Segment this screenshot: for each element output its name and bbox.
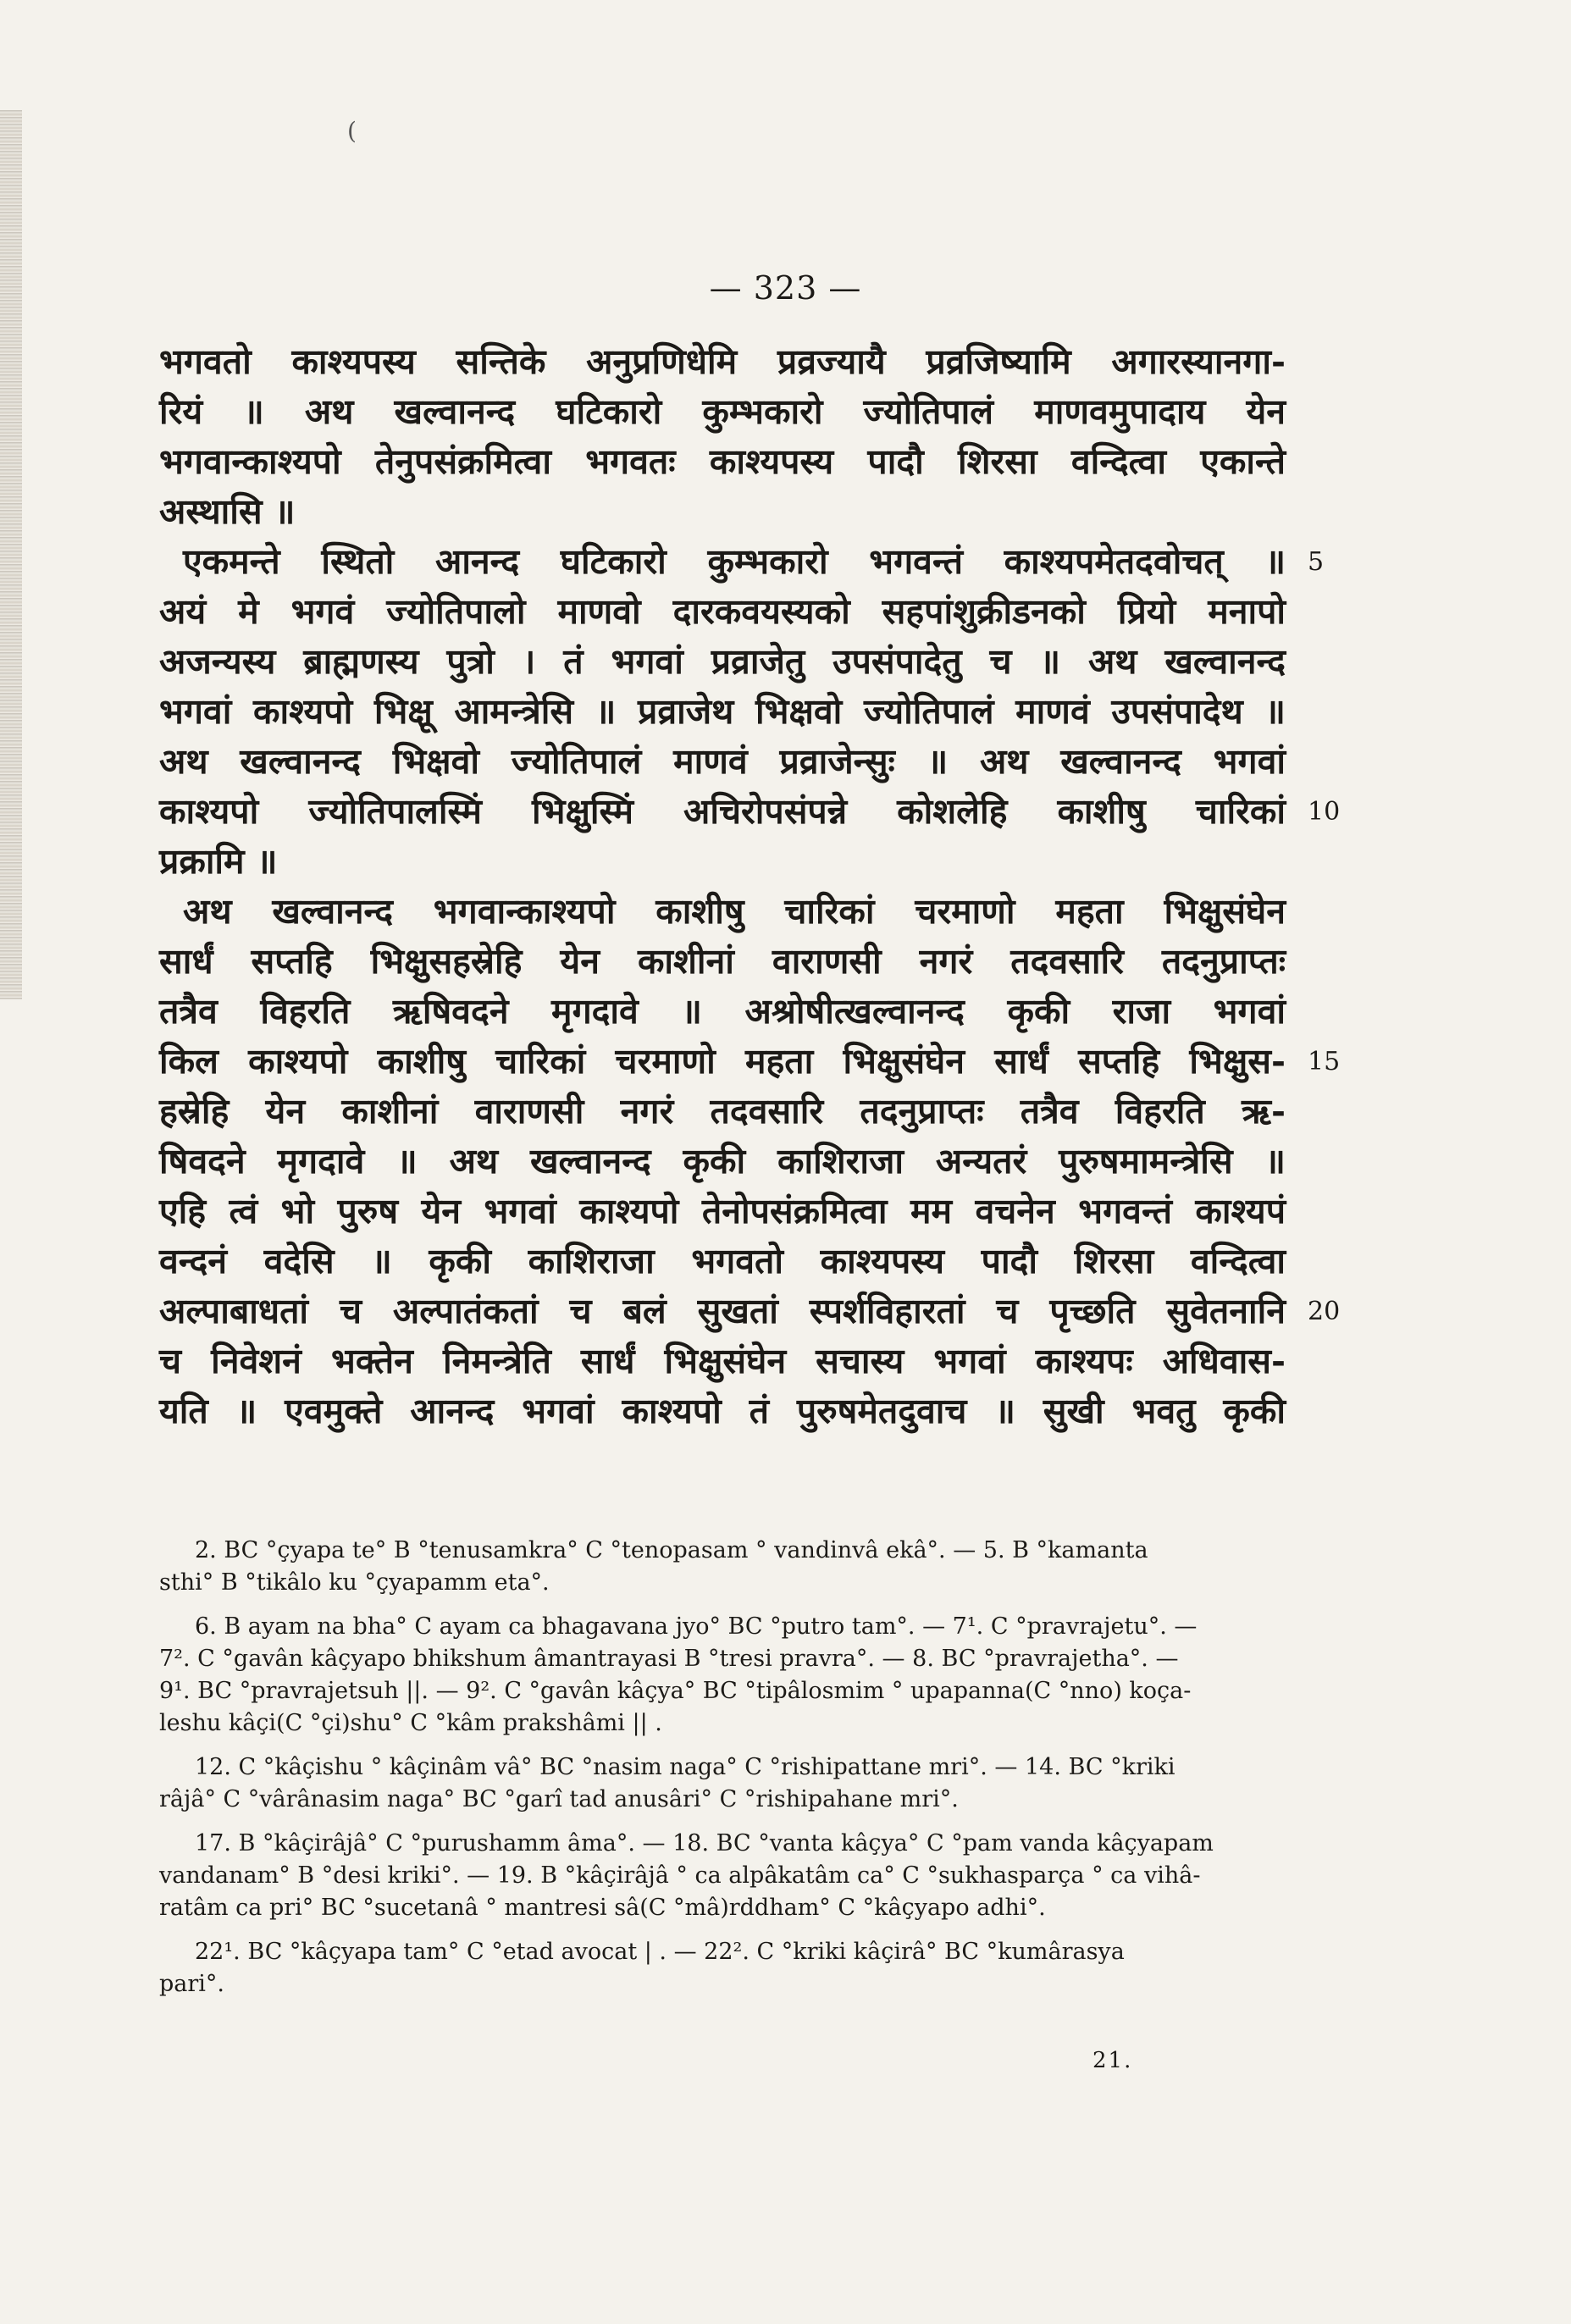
text-line [159,887,1286,937]
text-line [159,787,1341,837]
text-line-content: भगवान्काश्यपो तेनुपसंक्रमित्वा भगवतः काश्यपस्य पादौ शिरसा वन्दित्वा एकान्ते [159,441,1286,482]
line-number: 20 [1308,1297,1341,1326]
footnote-line: ratâm ca pri° BC °sucetanâ ° mantresi sâ(C °mâ)rddham° C °kâçyapo adhi°. [159,1895,1046,1921]
text-line-content: अल्पाबाधतां च अल्पातंकतां च बलं सुखतां स्पर्शविहारतां च पृच्छति सुवेतनानि [159,1291,1286,1331]
text-line [159,1386,1286,1436]
text-line [159,1286,1341,1336]
footnote-line: 22¹. BC °kâçyapa tam° C °etad avocat | . — 22². C °kriki kâçirâ° BC °kumârasya [195,1939,1125,1965]
text-line-content: हस्रेहि येन काशीनां वाराणसी नगरं तदवसारि तदनुप्राप्तः तत्रैव विहरति ऋ- [159,1091,1286,1132]
text-line-content: अथ खल्वानन्द भगवान्काश्यपो काशीषु चारिकां चरमाणो महता भिक्षुसंघेन [183,891,1286,932]
text-line-content: अस्थासि ॥ [159,491,296,532]
footnote-paragraph [159,1751,1286,1816]
text-line [159,937,1286,987]
text-line [159,487,1286,537]
text-line-content: वन्दनं वदेसि ॥ कृकी काशिराजा भगवतो काश्यपस्य पादौ शिरसा वन्दित्वा [159,1241,1286,1281]
text-line [159,437,1286,487]
text-line [159,337,1286,387]
text-line [159,1336,1286,1386]
text-line-content: अयं मे भगवं ज्योतिपालो माणवो दारकवयस्यको सहपांशुक्रीडनको प्रियो मनापो [159,591,1286,632]
text-line [159,637,1286,687]
footnote-paragraph [159,1936,1286,2000]
text-line [159,987,1286,1037]
line-number: 15 [1308,1047,1341,1076]
stray-mark: ( [347,117,357,145]
footnote-line: râjâ° C °vârânasim naga° BC °garî tad anusâri° C °rishipahane mri°. [159,1786,959,1812]
text-line [159,537,1325,587]
text-line-content: अजन्यस्य ब्राह्मणस्य पुत्रो । तं भगवां प्रव्राजेतु उपसंपादेतु च ॥ अथ खल्वानन्द [159,641,1286,682]
footnote-line: 12. C °kâçishu ° kâçinâm vâ° BC °nasim naga° C °rishipattane mri°. — 14. BC °kriki [195,1754,1175,1780]
text-line-content: रियं ॥ अथ खल्वानन्द घटिकारो कुम्भकारो ज्योतिपालं माणवमुपादाय येन [159,391,1286,432]
text-line-content: यति ॥ एवमुक्ते आनन्द भगवां काश्यपो तं पुरुषमेतदुवाच ॥ सुखी भवतु कृकी [159,1391,1286,1431]
text-line-content: सार्धं सप्तहि भिक्षुसहस्रेहि येन काशीनां वाराणसी नगरं तदवसारि तदनुप्राप्तः [159,941,1286,982]
text-line-content: अथ खल्वानन्द भिक्षवो ज्योतिपालं माणवं प्रव्राजेन्सुः ॥ अथ खल्वानन्द भगवां [159,741,1286,782]
footnote-line: 6. B ayam na bha° C ayam ca bhagavana jyo° BC °putro tam°. — 7¹. C °pravrajetu°. — [195,1613,1198,1640]
line-number: 5 [1308,547,1325,577]
footnote-line: leshu kâçi(C °çi)shu° C °kâm prakshâmi || . [159,1710,662,1736]
footnote-line: 17. B °kâçirâjâ° C °purushamm âma°. — 18. BC °vanta kâçya° C °pam vanda kâçyapam [195,1830,1214,1856]
text-line [159,1137,1286,1187]
footnote-paragraph [159,1828,1286,1924]
text-line [159,587,1286,637]
text-line [159,687,1286,737]
page-number: — 323 — [709,269,862,307]
footnote-line: 2. BC °çyapa te° B °tenusamkra° C °tenopasam ° vandinvâ ekâ°. — 5. B °kamanta [195,1537,1148,1563]
text-line [159,837,1286,887]
text-line [159,1187,1286,1237]
text-line-content: भगवतो काश्यपस्य सन्तिके अनुप्रणिधेमि प्रव्रज्यायै प्रव्रजिष्यामि अगारस्यानगा- [159,341,1286,382]
footnote-line: 9¹. BC °pravrajetsuh ||. — 9². C °gavân kâçya° BC °tipâlosmim ° upapanna(C °nno) koça- [159,1678,1192,1704]
text-line-content: प्रक्रामि ॥ [159,841,278,882]
text-line-content: एहि त्वं भो पुरुष येन भगवां काश्यपो तेनोपसंक्रमित्वा मम वचनेन भगवन्तं काश्यपं [159,1191,1286,1231]
text-line [159,1087,1286,1137]
text-line [159,1037,1341,1087]
footnote-paragraph [159,1535,1286,1599]
signature-mark: 21. [1093,2048,1133,2073]
line-number: 10 [1308,797,1341,827]
footnote-paragraph [159,1611,1286,1740]
footnote-line: vandanam° B °desi kriki°. — 19. B °kâçirâjâ ° ca alpâkatâm ca° C °sukhasparça ° ca vihâ- [159,1862,1201,1889]
text-line-content: तत्रैव विहरति ऋषिवदने मृगदावे ॥ अश्रोषीत्खल्वानन्द कृकी राजा भगवां [159,991,1286,1032]
text-line-content: भगवां काश्यपो भिक्षू आमन्त्रेसि ॥ प्रव्राजेथ भिक्षवो ज्योतिपालं माणवं उपसंपादेथ ॥ [159,691,1286,732]
page-edge-shadow [0,110,22,999]
text-line-content: षिवदने मृगदावे ॥ अथ खल्वानन्द कृकी काशिराजा अन्यतरं पुरुषमामन्त्रेसि ॥ [159,1141,1286,1181]
text-line-content: एकमन्ते स्थितो आनन्द घटिकारो कुम्भकारो भगवन्तं काश्यपमेतदवोचत् ॥ [183,541,1286,582]
text-line [159,1237,1286,1286]
text-line-content: किल काश्यपो काशीषु चारिकां चरमाणो महता भिक्षुसंघेन सार्धं सप्तहि भिक्षुस- [159,1041,1286,1082]
footnote-line: 7². C °gavân kâçyapo bhikshum âmantrayasi B °tresi pravra°. — 8. BC °pravrajetha°. — [159,1646,1179,1672]
main-text [159,337,1341,1436]
footnote-line: sthi° B °tikâlo ku °çyapamm eta°. [159,1569,550,1596]
text-line [159,387,1286,437]
text-line [159,737,1286,787]
text-line-content: काश्यपो ज्योतिपालस्मिं भिक्षुस्मिं अचिरोपसंपन्ने कोशलेहि काशीषु चारिकां [159,791,1286,832]
text-line-content: च निवेशनं भक्तेन निमन्त्रेति सार्धं भिक्षुसंघेन सचास्य भगवां काश्यपः अधिवास- [159,1341,1286,1381]
footnote-line: pari°. [159,1971,225,1997]
footnotes [159,1535,1286,2012]
